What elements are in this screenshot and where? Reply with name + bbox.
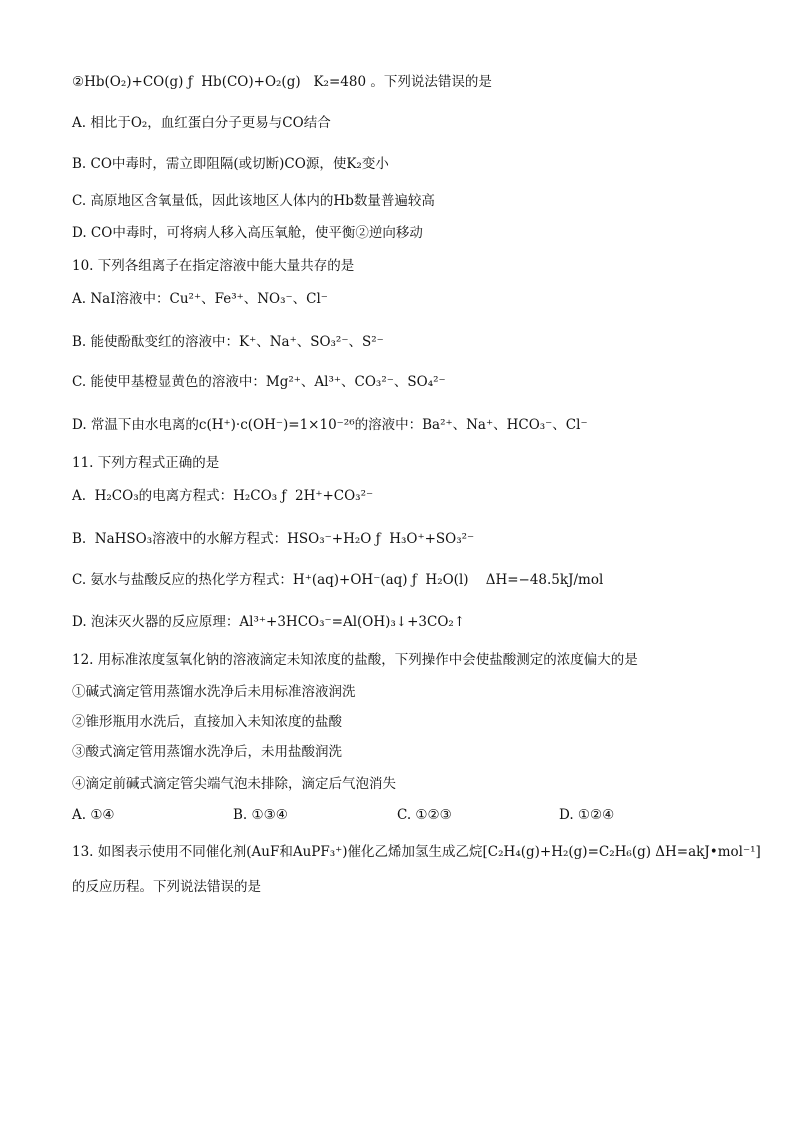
q12-item-3: ③酸式滴定管用蒸馏水洗净后，未用盐酸润洗 bbox=[72, 744, 342, 760]
q11-option-a: A. H₂CO₃的电离方程式：H₂CO₃ ƒ 2H⁺+CO₃²⁻ bbox=[72, 488, 374, 504]
q9-option-d: D. CO中毒时，可将病人移入高压氧舱，使平衡②逆向移动 bbox=[72, 225, 423, 241]
q12-option-c: C. ①②③ bbox=[397, 807, 452, 823]
q12-item-4: ④滴定前碱式滴定管尖端气泡未排除，滴定后气泡消失 bbox=[72, 776, 396, 792]
q10-option-c: C. 能使甲基橙显黄色的溶液中：Mg²⁺、Al³⁺、CO₃²⁻、SO₄²⁻ bbox=[72, 374, 446, 390]
q13-stem: 13. 如图表示使用不同催化剂(AuF和AuPF₃⁺)催化乙烯加氢生成乙烷[C₂H₄(g)+H₂(g)=C₂H₆(g) ΔH=akJ•mol⁻¹] bbox=[72, 844, 761, 860]
q12-stem: 12. 用标准浓度氢氧化钠的溶液滴定未知浓度的盐酸，下列操作中会使盐酸测定的浓度偏大的是 bbox=[72, 652, 638, 668]
q12-option-b: B. ①③④ bbox=[233, 807, 288, 823]
q10-stem: 10. 下列各组离子在指定溶液中能大量共存的是 bbox=[72, 258, 355, 274]
q9-option-a: A. 相比于O₂，血红蛋白分子更易与CO结合 bbox=[72, 115, 331, 131]
q9-option-c: C. 高原地区含氧量低，因此该地区人体内的Hb数量普遍较高 bbox=[72, 193, 435, 209]
q11-option-d: D. 泡沫灭火器的反应原理：Al³⁺+3HCO₃⁻=Al(OH)₃↓+3CO₂↑ bbox=[72, 614, 466, 630]
q10-option-d: D. 常温下由水电离的c(H⁺)·c(OH⁻)=1×10⁻²⁶的溶液中：Ba²⁺、Na⁺、HCO₃⁻、Cl⁻ bbox=[72, 417, 588, 433]
q12-item-2: ②锥形瓶用水洗后，直接加入未知浓度的盐酸 bbox=[72, 714, 342, 730]
q11-stem: 11. 下列方程式正确的是 bbox=[72, 455, 220, 471]
q10-option-b: B. 能使酚酞变红的溶液中：K⁺、Na⁺、SO₃²⁻、S²⁻ bbox=[72, 334, 384, 350]
q12-option-a: A. ①④ bbox=[72, 807, 115, 823]
q9-option-b: B. CO中毒时，需立即阻隔(或切断)CO源，使K₂变小 bbox=[72, 156, 389, 172]
q10-option-a: A. NaI溶液中：Cu²⁺、Fe³⁺、NO₃⁻、Cl⁻ bbox=[72, 291, 328, 307]
q12-item-1: ①碱式滴定管用蒸馏水洗净后未用标准溶液润洗 bbox=[72, 684, 356, 700]
q12-option-d: D. ①②④ bbox=[559, 807, 615, 823]
q13-stem-cont: 的反应历程。下列说法错误的是 bbox=[72, 879, 261, 895]
q11-option-b: B. NaHSO₃溶液中的水解方程式：HSO₃⁻+H₂O ƒ H₃O⁺+SO₃²⁻ bbox=[72, 531, 475, 547]
equilibrium-2-line: ②Hb(O₂)+CO(g) ƒ Hb(CO)+O₂(g) K₂=480 。下列说法错误的是 bbox=[72, 74, 492, 90]
q11-option-c: C. 氨水与盐酸反应的热化学方程式：H⁺(aq)+OH⁻(aq) ƒ H₂O(l) ΔH=−48.5kJ/mol bbox=[72, 572, 604, 588]
